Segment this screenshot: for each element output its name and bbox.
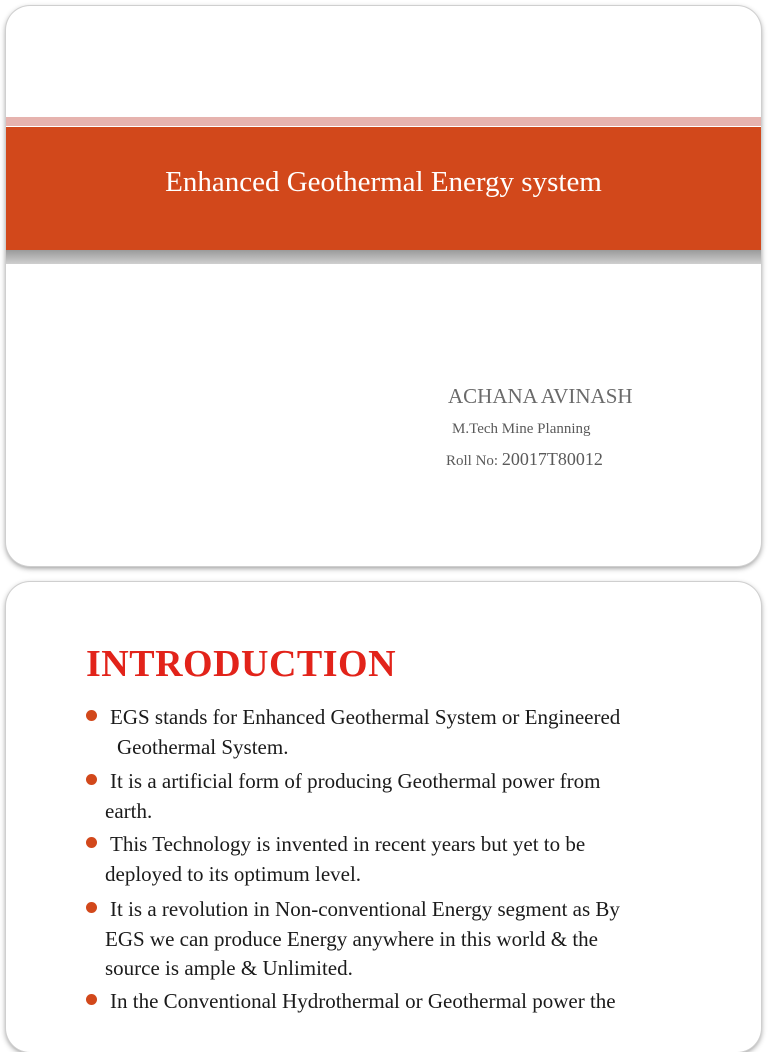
course-name: M.Tech Mine Planning [452, 421, 591, 437]
bullet-line: earth. [105, 799, 153, 823]
bullet-line: deployed to its optimum level. [105, 862, 362, 886]
bullet-line: EGS we can produce Energy anywhere in this world & the [105, 927, 598, 951]
bullet-icon [86, 902, 97, 913]
bullet-line: In the Conventional Hydrothermal or Geothermal power the [110, 989, 616, 1013]
bullet-line: It is a revolution in Non-conventional Energy segment as By [110, 897, 620, 921]
bullet-icon [86, 994, 97, 1005]
bullet-icon [86, 710, 97, 721]
title-band-shadow [6, 250, 761, 264]
bullet-line: Geothermal System. [117, 735, 289, 759]
title-band-top-stripe [6, 117, 761, 126]
author-name: ACHANA AVINASH [448, 384, 633, 408]
roll-value: 20017T80012 [501, 449, 603, 469]
slide-heading: INTRODUCTION [86, 643, 397, 685]
bullet-icon [86, 837, 97, 848]
introduction-slide [6, 582, 761, 1052]
bullet-line: This Technology is invented in recent years but yet to be [110, 832, 586, 856]
bullet-line: source is ample & Unlimited. [105, 956, 353, 980]
title-slide [6, 6, 761, 566]
bullet-line: EGS stands for Enhanced Geothermal System or Engineered [110, 705, 621, 729]
bullet-icon [86, 774, 97, 785]
roll-label: Roll No: [446, 453, 502, 469]
slide-title: Enhanced Geothermal Energy system [165, 166, 602, 198]
roll-number [446, 449, 603, 470]
bullet-line: It is a artificial form of producing Geothermal power from [110, 769, 601, 793]
